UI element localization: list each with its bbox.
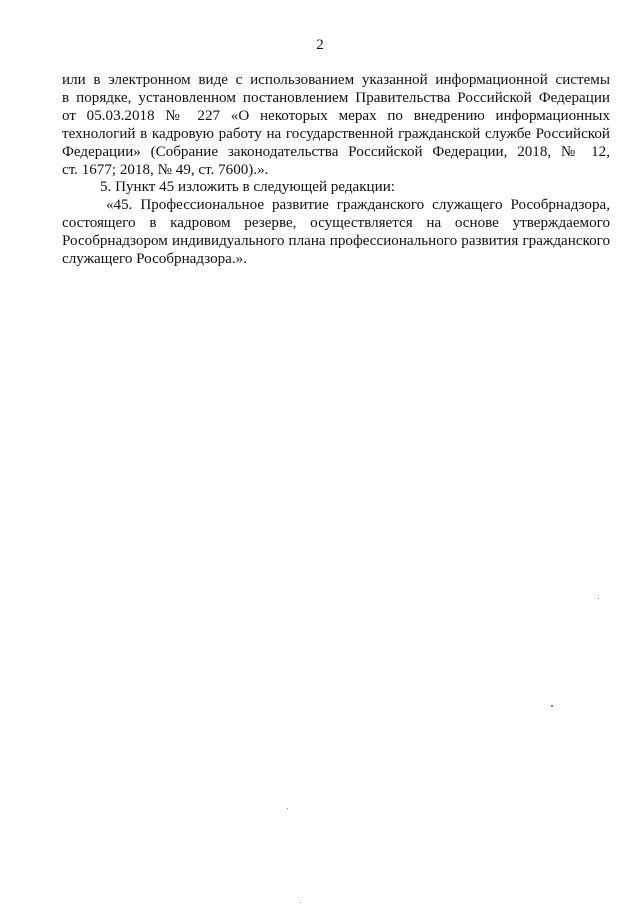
text-line: состоящего в кадровом резерве, осуществляется на основе утверждаемого: [62, 215, 610, 232]
scan-speck: [598, 598, 599, 599]
text-line: в порядке, установленном постановлением Правительства Российской Федерации: [62, 89, 610, 106]
scan-speck: [551, 705, 553, 707]
scan-speck: [300, 902, 301, 903]
text-line: или в электронном виде с использованием указанной информационной системы: [62, 72, 610, 88]
text-line: ст. 1677; 2018, № 49, ст. 7600).».: [62, 161, 269, 178]
text-line: Федерации» (Собрание законодательства Российской Федерации, 2018, № 12,: [62, 143, 610, 160]
text-line: 5. Пункт 45 изложить в следующей редакции:: [100, 179, 395, 196]
document-body: [62, 72, 610, 269]
text-line: Рособрнадзором индивидуального плана профессионального развития гражданского: [62, 233, 610, 250]
text-line: от 05.03.2018 № 227 «О некоторых мерах по внедрению информационных: [62, 107, 610, 124]
text-line: «45. Профессиональное развитие гражданского служащего Рособрнадзора,: [106, 197, 610, 214]
text-line: технологий в кадровую работу на государственной гражданской службе Российской: [62, 125, 610, 142]
text-line: служащего Рособрнадзора.».: [62, 251, 247, 268]
page-number: 2: [316, 37, 324, 53]
scan-speck: [287, 808, 288, 809]
